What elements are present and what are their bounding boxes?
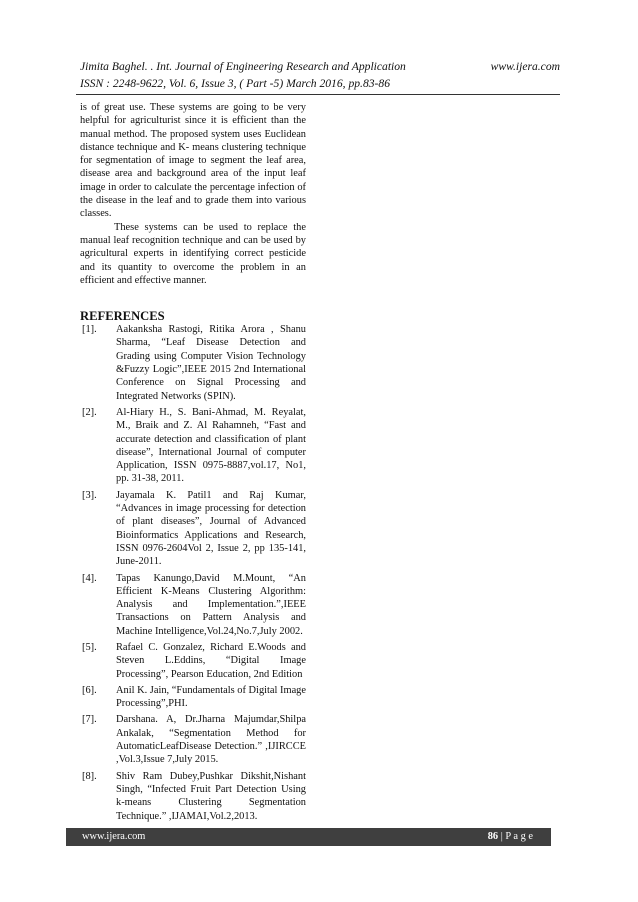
header-citation-line2: ISSN : 2248-9622, Vol. 6, Issue 3, ( Part -5) March 2016, pp.83-86 bbox=[80, 77, 390, 90]
references-list bbox=[80, 323, 306, 823]
reference-number: [7]. bbox=[82, 714, 97, 726]
reference-text: Jayamala K. Patil1 and Raj Kumar, “Advances in image processing for detection of plant diseases”, Journal of Advanced Bioinformatics Applications and Research, ISSN 0976-2604Vol 2, Issue 2, pp 135-141, June-2011. bbox=[116, 489, 306, 568]
reference-number: [1]. bbox=[82, 324, 97, 336]
reference-text: Anil K. Jain, “Fundamentals of Digital Image Processing”,PHI. bbox=[116, 684, 306, 710]
reference-item bbox=[80, 323, 306, 403]
running-header bbox=[80, 58, 560, 92]
reference-item bbox=[80, 713, 306, 766]
reference-number: [3]. bbox=[82, 489, 97, 501]
reference-item bbox=[80, 684, 306, 711]
references-heading: REFERENCES bbox=[80, 309, 165, 324]
reference-text: Aakanksha Rastogi, Ritika Arora , Shanu Sharma, “Leaf Disease Detection and Grading using Computer Vision Technology &Fuzzy Logic”,IEEE 2015 2nd International Conference on Signal Processing and Integrated Networks (SPIN). bbox=[116, 324, 306, 402]
reference-item bbox=[80, 489, 306, 569]
reference-number: [5]. bbox=[82, 641, 97, 653]
reference-item bbox=[80, 406, 306, 486]
reference-text: Al-Hiary H., S. Bani-Ahmad, M. Reyalat, M., Braik and Z. Al Rahamneh, “Fast and accurate detection and classification of plant disease”, International Journal of computer Application, ISSN 0975-8887,vol.17, No1, pp. 31-38, 2011. bbox=[116, 406, 306, 485]
page-label: | P a g e bbox=[500, 831, 533, 842]
header-rule bbox=[76, 94, 560, 95]
reference-number: [2]. bbox=[82, 406, 97, 418]
reference-number: [8]. bbox=[82, 770, 97, 782]
header-site: www.ijera.com bbox=[490, 60, 560, 73]
body-paragraph-2: These systems can be used to replace the manual leaf recognition technique and can be used by agricultural experts in identifying correct pesticide and its quantity to overcome the problem in an efficient and effective manner. bbox=[80, 221, 306, 286]
left-column bbox=[80, 101, 306, 826]
reference-number: [4]. bbox=[82, 572, 97, 584]
reference-number: [6]. bbox=[82, 684, 97, 696]
footer-page bbox=[488, 828, 533, 846]
reference-item bbox=[80, 770, 306, 823]
body-paragraph-1: is of great use. These systems are going to be very helpful for agriculturist since it is efficient than the manual method. The proposed system uses Euclidean distance technique and K- means clustering technique for segmentation of image to segment the leaf area, disease area and background area of the input leaf image in order to calculate the percentage infection of the disease in the leaf and to grade them into various classes. bbox=[80, 102, 306, 220]
page-footer bbox=[66, 828, 551, 846]
header-citation-line1: Jimita Baghel. . Int. Journal of Engineering Research and Application bbox=[80, 60, 406, 73]
reference-text: Shiv Ram Dubey,Pushkar Dikshit,Nishant Singh, “Infected Fruit Part Detection Using k-means Clustering Segmentation Technique.” ,IJAMAI,Vol.2,2013. bbox=[116, 770, 306, 822]
reference-text: Rafael C. Gonzalez, Richard E.Woods and Steven L.Eddins, “Digital Image Processing”, Pearson Education, 2nd Edition bbox=[116, 641, 306, 680]
reference-text: Darshana. A, Dr.Jharna Majumdar,Shilpa Ankalak, “Segmentation Method for AutomaticLeafDisease Detection.” ,IJIRCCE ,Vol.3,Issue 7,July 2015. bbox=[116, 714, 306, 766]
reference-item bbox=[80, 641, 306, 681]
page-number: 86 bbox=[487, 831, 499, 842]
reference-text: Tapas Kanungo,David M.Mount, “An Efficient K-Means Clustering Algorithm: Analysis and Implementation.”,IEEE Transactions on Pattern Analysis and Machine Intelligence,Vol.24,No.7,July 2002. bbox=[116, 572, 306, 637]
footer-site: www.ijera.com bbox=[82, 831, 146, 842]
reference-item bbox=[80, 572, 306, 638]
